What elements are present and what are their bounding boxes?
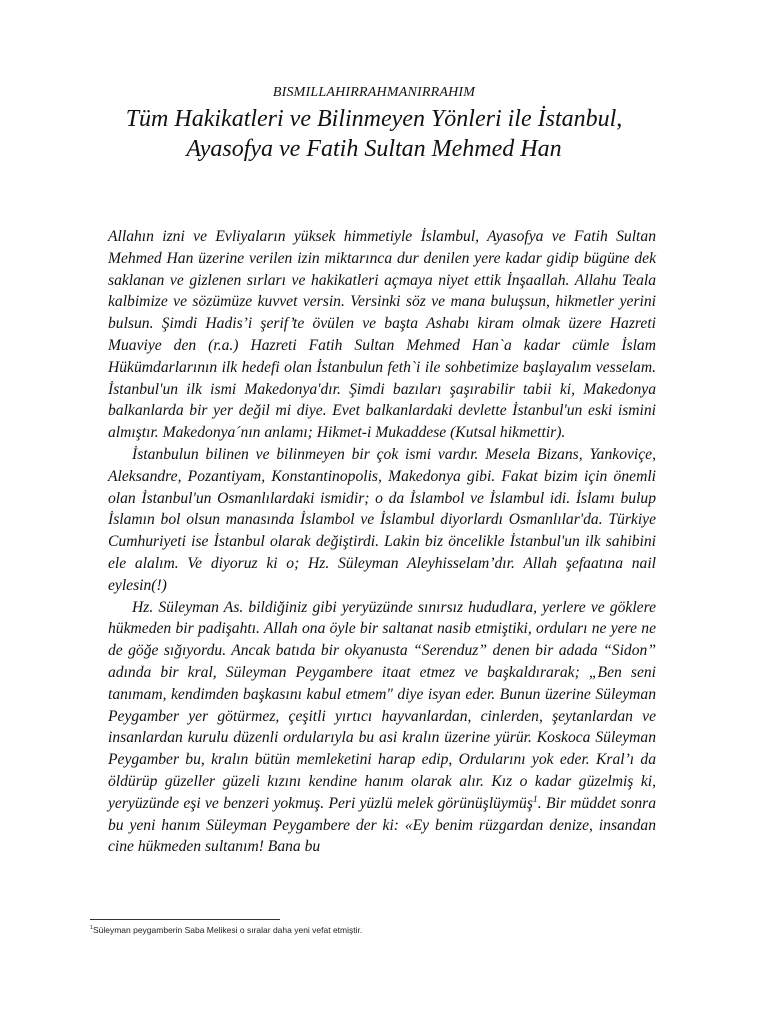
footnote-text: Süleyman peygamberin Saba Melikesi o sıralar daha yeni vefat etmiştir. (92, 925, 363, 935)
title-line-2: Ayasofya ve Fatih Sultan Mehmed Han (186, 136, 562, 162)
paragraph-2: İstanbulun bilinen ve bilinmeyen bir çok ismi vardır. Mesela Bizans, Yankoviçe, Aleksandre, Pozantiyam, Konstantinopolis, Makedonya gibi. Fakat bizim için önemli olan İstanbul'un Osmanlılardaki ismidir; o da İslambol ve İslambul idi. İslamı bulup İslamın bol olsun manasında İslambol ve İslambul diyorlardı Osmanlılar'da. Türkiye Cumhuriyeti ise İstanbul olarak değiştirdi. Lakin biz öncelikle İstanbul'un ilk sahibini ele alalım. Ve diyoruz ki o; Hz. Süleyman Aleyhisselam’dır. Allah şefaatına nail eylesin(!) (108, 445, 656, 594)
basmala-heading: BISMILLAHIRRAHMANIRRAHIM (272, 85, 476, 100)
paragraph-3-text-b: . Bir müddet sonra bu yeni hanım Süleyman Peygambere der ki: «Ey benim rüzgardan denize, insandan cine hükmeden sultanım! Bana bu (108, 794, 656, 856)
footnote-number: 1 (90, 925, 93, 932)
footnote-reference[interactable]: 1 (532, 793, 538, 805)
paragraph-1: Allahın izni ve Evliyaların yüksek himmetiyle İslambul, Ayasofya ve Fatih Sultan Mehmed Han üzerine verilen izin miktarınca dur denilen yere kadar gidip bügüne dek saklanan ve gizlenen sırları ve hakikatleri açmaya niyet ettik İnşaallah. Allahu Teala kalbimize ve sözümüze kuvvet versin. Versinki söz ve mana buluşsun, hikmetler yerini bulsun. Şimdi Hadis’i şerif’te övülen ve başta Ashabı kiram olmak üzere Hazreti Muaviye den (r.a.) Hazreti Fatih Sultan Mehmed Han`a kadar cümle İslam Hükümdarlarının ilk hedefi olan İstanbulun feth`i ile sohbetimize başlayalım vesselam. İstanbul'un ilk ismi Makedonya'dır. Şimdi bazıları şaşırabilir tabii ki, Makedonya balkanlarda bir yer değil mi diye. Evet balkanlardaki devlette İstanbul'un eski ismini almıştır. Makedonya´nın anlamı; Hikmet-i Mukaddese (Kutsal hikmettir). (108, 228, 656, 442)
title-line-1: Tüm Hakikatleri ve Bilinmeyen Yönleri ile İstanbul, (125, 106, 623, 132)
footnote (90, 925, 650, 936)
footnote-separator (90, 919, 280, 920)
body-text (108, 226, 656, 858)
paragraph-3 (108, 597, 656, 859)
paragraph-3-text-a: Hz. Süleyman As. bildiğiniz gibi yeryüzünde sınırsız hududlara, yerlere ve göklere hükmeden bir padişahtı. Allah ona öyle bir saltanat nasib etmiştiki, orduları ne yere ne de göğe sığıyordu. Ancak batıda bir okyanusta “Serenduz” denen bir adada “Sidon” adında bir kral, Süleyman Peygambere itaat etmez ve başkaldırarak; „Ben seni tanımam, kendimden başkasını kabul etmem" diye isyan eder. Bunun üzerine Süleyman Peygamber yer götürmez, çeşitli yırtıcı hayvanlardan, cinlerden, şeytanlardan ve insanlardan kurulu düzenli ordularıyla bu asi kralın üzerine yürür. Koskoca Süleyman Peygamber bu, kralın bütün memleketini harap edip, Ordularını yok eder. Kral’ı da öldürüp güzeller güzeli kızını kendine hanım olarak alır. Kız o kadar güzelmiş ki, yeryüzünde eşi ve benzeri yokmuş. Peri yüzlü melek görünüşlüymüş (108, 598, 656, 812)
